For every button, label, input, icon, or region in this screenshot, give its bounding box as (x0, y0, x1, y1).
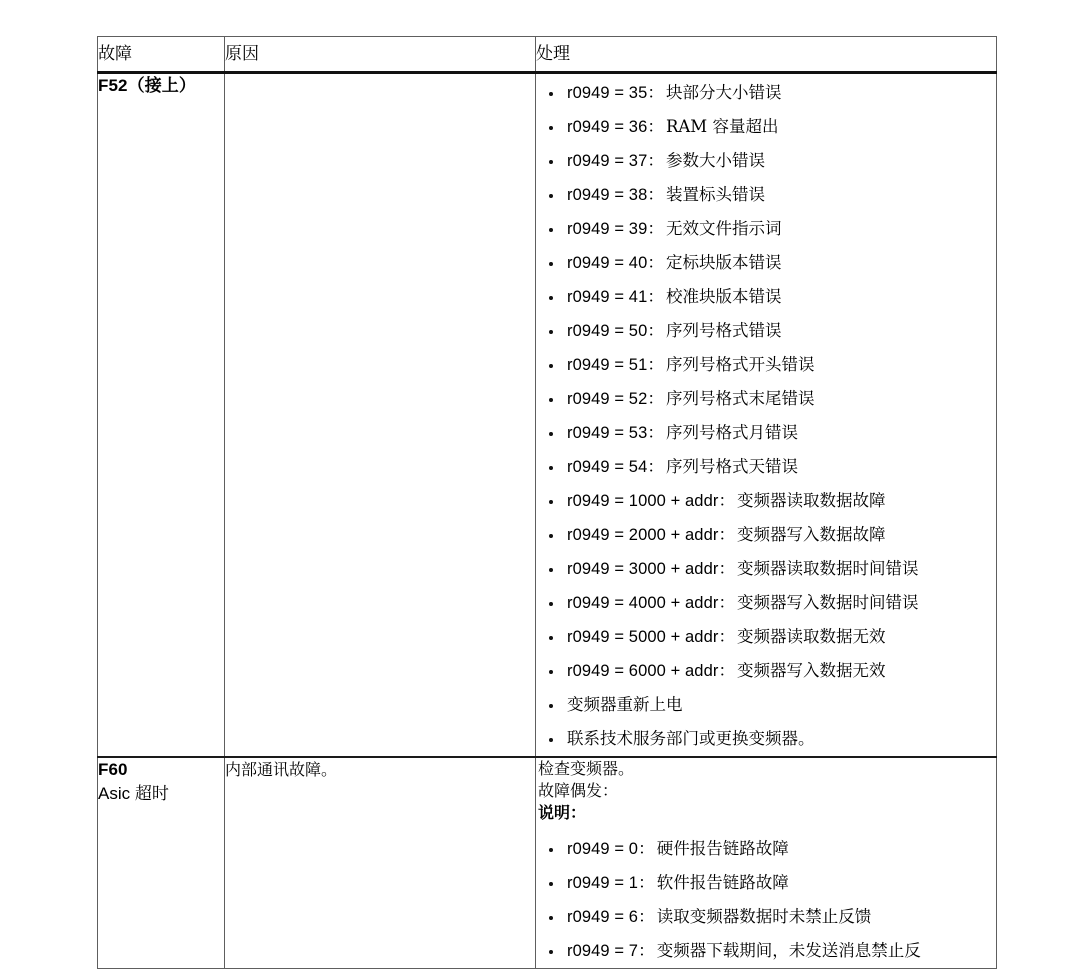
list-item-key: r0949 = 2000 + addr： (567, 526, 736, 544)
list-item-value: 读取变频器数据时未禁止反馈 (656, 907, 872, 926)
list-item-key: r0949 = 39： (567, 220, 664, 238)
list-item-key: r0949 = 6： (567, 908, 655, 926)
column-header-cause: 原因 (225, 37, 536, 73)
fault-code-table (97, 36, 997, 969)
list-item (536, 722, 996, 756)
list-item-value: 装置标头错误 (665, 185, 765, 204)
action-paragraph: 故障偶发： (538, 781, 619, 800)
list-item-key: r0949 = 4000 + addr： (567, 594, 736, 612)
list-item-value: 定标块版本错误 (665, 253, 782, 272)
list-item (536, 144, 996, 178)
list-item-value: 硬件报告链路故障 (656, 839, 789, 858)
action-item-list (536, 76, 996, 756)
list-item-value: 变频器下载期间，未发送消息禁止反 (656, 941, 921, 960)
list-item-value: 变频器写入数据无效 (737, 661, 886, 680)
list-item-key: r0949 = 36： (567, 118, 664, 136)
column-header-action: 处理 (536, 37, 997, 73)
list-item (536, 246, 996, 280)
list-item (536, 280, 996, 314)
list-item (536, 688, 996, 722)
list-item-value: 变频器写入数据故障 (737, 525, 886, 544)
list-item-key: r0949 = 7： (567, 942, 655, 960)
list-item-value: 变频器写入数据时间错误 (737, 593, 919, 612)
list-item-key: r0949 = 41： (567, 288, 664, 306)
list-item-value: 变频器读取数据时间错误 (737, 559, 919, 578)
list-item-value: 变频器重新上电 (567, 695, 683, 714)
fault-code: F52（接上） (98, 76, 196, 95)
list-item-key: r0949 = 1： (567, 874, 655, 892)
list-item-key: r0949 = 35： (567, 84, 664, 102)
list-item-value: 无效文件指示词 (665, 219, 782, 238)
list-item-key: r0949 = 3000 + addr： (567, 560, 736, 578)
list-item (536, 212, 996, 246)
list-item-value: 序列号格式月错误 (665, 423, 798, 442)
list-item-key: r0949 = 38： (567, 186, 664, 204)
action-cell (536, 757, 997, 969)
table-body (98, 73, 997, 969)
fault-cell (98, 73, 225, 758)
list-item (536, 484, 996, 518)
list-item-key: r0949 = 53： (567, 424, 664, 442)
cause-cell (225, 73, 536, 758)
list-item (536, 552, 996, 586)
action-note-heading: 说明： (538, 803, 587, 822)
fault-code: F60 (98, 760, 128, 779)
list-item (536, 450, 996, 484)
list-item-value: 序列号格式天错误 (665, 457, 798, 476)
list-item-value: 参数大小错误 (665, 151, 765, 170)
list-item (536, 416, 996, 450)
list-item (536, 832, 996, 866)
list-item-key: r0949 = 5000 + addr： (567, 628, 736, 646)
list-item (536, 76, 996, 110)
list-item (536, 586, 996, 620)
list-item-value: 序列号格式末尾错误 (665, 389, 815, 408)
list-item-value: 序列号格式错误 (665, 321, 782, 340)
fault-description: Asic 超时 (98, 784, 169, 803)
list-item-key: r0949 = 37： (567, 152, 664, 170)
action-item-list (536, 832, 996, 968)
list-item-key: r0949 = 51： (567, 356, 664, 374)
list-item-value: 软件报告链路故障 (656, 873, 789, 892)
fault-cell (98, 757, 225, 969)
list-item-key: r0949 = 54： (567, 458, 664, 476)
list-item-key: r0949 = 6000 + addr： (567, 662, 736, 680)
list-item (536, 110, 996, 144)
table-row (98, 73, 997, 758)
list-item (536, 620, 996, 654)
list-item-key: r0949 = 52： (567, 390, 664, 408)
list-item-key: r0949 = 1000 + addr： (567, 492, 736, 510)
cause-cell (225, 757, 536, 969)
list-item-value: RAM 容量超出 (665, 117, 779, 136)
list-item (536, 348, 996, 382)
column-header-fault: 故障 (98, 37, 225, 73)
cause-text: 内部通讯故障。 (225, 760, 338, 779)
list-item-key: r0949 = 0： (567, 840, 655, 858)
table-row (98, 757, 997, 969)
list-item-key: r0949 = 40： (567, 254, 664, 272)
list-item-value: 序列号格式开头错误 (665, 355, 815, 374)
list-item-value: 块部分大小错误 (665, 83, 782, 102)
list-item-value: 变频器读取数据无效 (737, 627, 886, 646)
list-item (536, 518, 996, 552)
list-item (536, 934, 996, 968)
list-item-value: 校准块版本错误 (665, 287, 782, 306)
action-cell (536, 73, 997, 758)
list-item (536, 314, 996, 348)
list-item-value: 联系技术服务部门或更换变频器。 (567, 729, 815, 748)
list-item (536, 866, 996, 900)
list-item (536, 178, 996, 212)
list-item-value: 变频器读取数据故障 (737, 491, 886, 510)
list-item (536, 900, 996, 934)
list-item (536, 654, 996, 688)
action-paragraph: 检查变频器。 (538, 759, 635, 778)
table-header (98, 37, 997, 73)
list-item-key: r0949 = 50： (567, 322, 664, 340)
header-row (98, 37, 997, 73)
list-item (536, 382, 996, 416)
